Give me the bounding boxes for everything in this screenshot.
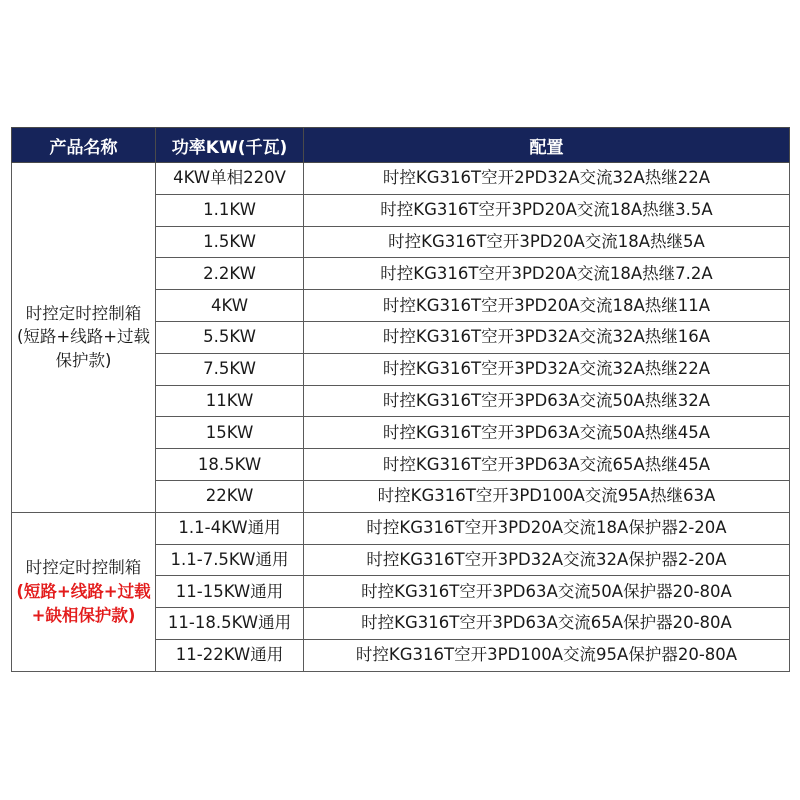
power-cell: 7.5KW	[156, 353, 304, 385]
config-cell: 时控KG316T空开3PD20A交流18A热继7.2A	[304, 258, 790, 290]
power-cell: 1.1-7.5KW通用	[156, 544, 304, 576]
power-cell: 22KW	[156, 480, 304, 512]
power-cell: 11-15KW通用	[156, 576, 304, 608]
config-cell: 时控KG316T空开3PD20A交流18A保护器2-20A	[304, 512, 790, 544]
power-cell: 11-22KW通用	[156, 639, 304, 671]
product-name-cell	[12, 163, 156, 513]
header-row	[12, 128, 790, 163]
config-cell: 时控KG316T空开2PD32A交流32A热继22A	[304, 163, 790, 195]
header-product-name: 产品名称	[12, 128, 156, 163]
product-protection-type: (短路+线路+过载+缺相保护款)	[16, 581, 151, 625]
spec-table	[11, 127, 790, 672]
power-cell: 1.1KW	[156, 194, 304, 226]
product-name: 时控定时控制箱	[25, 303, 142, 323]
power-cell: 11-18.5KW通用	[156, 608, 304, 640]
header-power: 功率KW(千瓦)	[156, 128, 304, 163]
power-cell: 11KW	[156, 385, 304, 417]
config-cell: 时控KG316T空开3PD32A交流32A保护器2-20A	[304, 544, 790, 576]
config-cell: 时控KG316T空开3PD63A交流50A保护器20-80A	[304, 576, 790, 608]
config-cell: 时控KG316T空开3PD20A交流18A热继5A	[304, 226, 790, 258]
config-cell: 时控KG316T空开3PD32A交流32A热继16A	[304, 321, 790, 353]
power-cell: 4KW单相220V	[156, 163, 304, 195]
config-cell: 时控KG316T空开3PD100A交流95A保护器20-80A	[304, 639, 790, 671]
power-cell: 1.5KW	[156, 226, 304, 258]
config-cell: 时控KG316T空开3PD63A交流50A热继45A	[304, 417, 790, 449]
config-cell: 时控KG316T空开3PD63A交流65A热继45A	[304, 449, 790, 481]
power-cell: 5.5KW	[156, 321, 304, 353]
power-cell: 4KW	[156, 290, 304, 322]
product-protection-type: (短路+线路+过载保护款)	[16, 327, 151, 371]
config-cell: 时控KG316T空开3PD20A交流18A热继3.5A	[304, 194, 790, 226]
table-row	[12, 163, 790, 195]
table-body	[12, 163, 790, 672]
product-name: 时控定时控制箱	[25, 557, 142, 577]
header-config: 配置	[304, 128, 790, 163]
power-cell: 2.2KW	[156, 258, 304, 290]
power-cell: 18.5KW	[156, 449, 304, 481]
config-cell: 时控KG316T空开3PD20A交流18A热继11A	[304, 290, 790, 322]
product-name-cell	[12, 512, 156, 671]
config-cell: 时控KG316T空开3PD100A交流95A热继63A	[304, 480, 790, 512]
table-row	[12, 512, 790, 544]
config-cell: 时控KG316T空开3PD63A交流50A热继32A	[304, 385, 790, 417]
power-cell: 1.1-4KW通用	[156, 512, 304, 544]
power-cell: 15KW	[156, 417, 304, 449]
config-cell: 时控KG316T空开3PD63A交流65A保护器20-80A	[304, 608, 790, 640]
config-cell: 时控KG316T空开3PD32A交流32A热继22A	[304, 353, 790, 385]
